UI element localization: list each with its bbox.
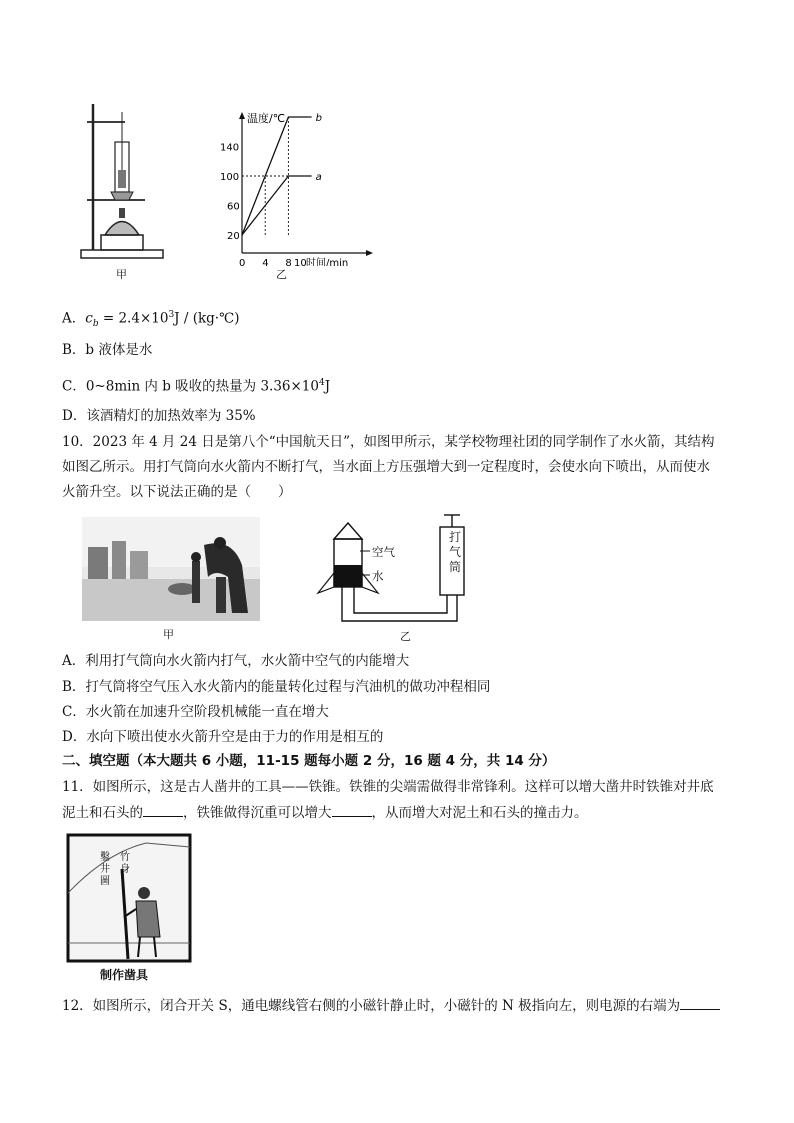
q9-option-a-sub: b (92, 319, 99, 330)
series-label-b: b (315, 113, 322, 124)
q10-option-c: C．水火箭在加速升空阶段机械能一直在增大 (62, 704, 329, 720)
q11-line1: 11．如图所示，这是古人凿井的工具——铁锥。铁锥的尖端需做得非常锋利。这样可以增大凿井时铁锥对井底 (62, 779, 714, 795)
q11-line2-part2: ，铁锥做得沉重可以增大 (183, 805, 332, 821)
x-axis-arrow (366, 250, 373, 256)
section-fill-in-title: 二、填空题（本大题共 6 小题，11-15 题每小题 2 分，16 题 4 分，共 14 分） (62, 753, 556, 769)
q11-line2-part3: ，从而增大对泥土和石头的撞击力。 (371, 805, 588, 821)
q11-blank-2 (332, 803, 372, 817)
q11-blank-1 (143, 803, 183, 817)
x-tick-label-8: 8 (285, 258, 292, 266)
q9-option-a-sup: 3 (168, 310, 175, 320)
q10-stem-line1: 10．2023 年 4 月 24 日是第八个“中国航天日”，如图甲所示，某学校物理社团的同学制作了水火箭，其结构 (62, 434, 715, 450)
q10-stem-line2: 如图乙所示。用打气筒向水火箭内不断打气，当水面上方压强增大到一定程度时，会使水向下喷出，从而使水 (62, 459, 710, 475)
series-line-a (242, 176, 312, 235)
q9-option-a-prefix: A． (62, 310, 86, 327)
q9-option-a-value: = 2.4×10 (98, 310, 169, 327)
y-tick-label-60: 60 (227, 201, 240, 213)
y-tick-label-100: 100 (220, 172, 240, 183)
q12-line1 (62, 996, 720, 1015)
q10-label-air: 空气 (372, 545, 395, 559)
q9-option-a (62, 306, 239, 333)
x-axis-label: 时间/min (306, 258, 349, 266)
q9-option-b: B．b 液体是水 (62, 342, 153, 358)
q11-fig-text-2: 竹身 (120, 852, 130, 875)
q10-fig-jia-label: 甲 (163, 628, 174, 641)
y-tick-label-140: 140 (220, 142, 240, 154)
y-axis-label: 温度/℃ (247, 112, 286, 125)
q10-stem-line3: 火箭升空。以下说法正确的是（ ） (62, 484, 292, 500)
q11-fig-caption: 制作凿具 (100, 968, 149, 982)
q9-option-d: D．该酒精灯的加热效率为 35% (62, 408, 256, 424)
x-tick-label-10: 10 (294, 258, 307, 266)
q11-line2-part1: 泥土和石头的 (62, 805, 143, 821)
x-tick-label-0: 0 (239, 258, 246, 266)
q11-line2 (62, 803, 588, 822)
y-axis-arrow (239, 112, 245, 119)
q12-line1-text: 12．如图所示，闭合开关 S，通电螺线管右侧的小磁针静止时，小磁针的 N 极指向左，则电源的右端为 (62, 998, 681, 1014)
figure-water-rocket-photo (82, 517, 260, 621)
q9-option-c-sup: 4 (319, 378, 325, 388)
series-label-a: a (315, 172, 322, 183)
figure-yi-label: 乙 (276, 268, 287, 281)
x-tick-label-4: 4 (262, 258, 269, 266)
q10-option-d: D．水向下喷出使水火箭升空是由于力的作用是相互的 (62, 729, 384, 745)
q11-fig-text-1: 鑿井圖 (100, 852, 110, 887)
q9-option-a-unit: J / (kg·℃) (174, 310, 240, 327)
q10-label-pump: 打气筒 (448, 530, 461, 574)
q10-fig-yi-label: 乙 (400, 630, 411, 643)
q9-option-c (62, 374, 330, 396)
y-tick-label-20: 20 (227, 231, 240, 242)
figure-jia-label: 甲 (116, 268, 127, 281)
q12-blank (680, 996, 720, 1010)
q10-option-b: B．打气筒将空气压入水火箭内的能量转化过程与汽油机的做功冲程相同 (62, 679, 491, 695)
q10-label-water: 水 (372, 569, 384, 583)
q10-option-a: A．利用打气筒向水火箭内打气，水火箭中空气的内能增大 (62, 653, 410, 669)
q9-option-c-unit: J (324, 378, 331, 395)
temperature-time-chart (220, 108, 380, 266)
q9-option-a-c: c (85, 310, 93, 327)
figure-jia-apparatus (75, 100, 170, 265)
q9-option-c-text: C．0~8min 内 b 吸收的热量为 3.36×10 (62, 378, 319, 395)
